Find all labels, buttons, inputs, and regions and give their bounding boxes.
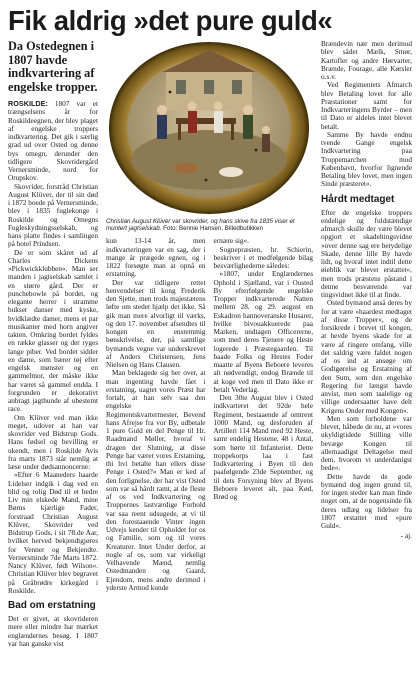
dateline-kicker: ROSKILDE: xyxy=(8,99,48,108)
photo-credit: Foto: Bennie Hansen, Billedbutikken xyxy=(163,225,263,233)
paragraph: Skovrider, forstråd Christian August Klüver, der til sin død i 1872 boede på Vernersminde, blev i 1835 fuglekonge i Roskilde og Omegns Fugleskydningsselskab, og hans platte findes i samlingen på hotel Prindsen. xyxy=(8,182,99,249)
article-lede: Da Ostedegnen i 1807 havde indkvartering af engelske tropper. xyxy=(8,39,98,94)
paragraph: ROSKILDE: 1807 var et trængselsens år for Roskildeegnen, der blev plaget af engelske troppers indkvartering. Det gik i særlig grad ud over Osted og denne bys omegn, derunder den tidligere Skovridergård Vernersminde, nord for Orupskov. xyxy=(8,99,99,183)
bird-target-photo xyxy=(106,40,313,216)
paragraph: »1807, under Englændernes Ophold i Sjælland, var i Ousted By efterfølgende engelske Tropper indkvarterede Natten mellem 28. og 29. august en Eskadron hannoveranske Husarer, hvilke bivouakkuerede paa Marken, undtagen Officererne, som med deres Tjenere og Heste logerede i Præstegaarden. Til baade Folks og Hestes Foder maatte af Byens Beboere leveres alt nødvendigt, endog Brænde til at koge ved men til Dato ikke er betalt Vederlag. xyxy=(213,270,314,394)
paragraph: Men som forholdene var blevet, håbede de nu, at »vores ukyldigtidede Stilling ville bevæge Kongen til allernaadigst Deltagelse med dem, hvorom vi underdanigst bede«. xyxy=(321,414,412,473)
paragraph: Dette havde de gode bymænd dog ingen grund til, for ingen steder kan man finde noget om, at de nogensinde fik deres udlæg og lidelser fra 1807 erstattet med »pure Guld«. xyxy=(321,472,412,530)
paragraph: Ved Regimentets Afmarch blev Betaling lovet for alle Præstationer samt for Indkvarteringens Byrder – men til Dato er aldeles intet blevet betalt. xyxy=(321,81,412,131)
paragraph: Osted bymænd anså deres by for at være »haardest medtaget af disse Tropper«, og de forsikrede i brevet til kongen, at hevde byens skade for at være af ringere omfang, ville det saldrig være faldet nogen af os ind at ansøge om Godtgørelse og Erstatning af den Sum, som den engelske Regering for længst havde anvist, men som taalelige og villige undersaatter have delt Krigens Onder med Kongen«. xyxy=(321,299,412,415)
column-middle-1 xyxy=(106,237,206,592)
paragraph: Efter de engelske troppers endelige og fuldstændige afmarch skulle der være blevet opgjort et skadeltingsvidne »over denne sag ere betydelige Skade, denne lille By havde lidt, og hvoraf intet indtil dette øieblik var blevet erstattet«, men trods præstens påstand i denne besværende var tingsvidnet ikke til at finde. xyxy=(321,208,412,299)
paragraph: Brændevin nær men derimod blev sådet Mælk, Smør, Kartofler og andre Hørvarter, Brænde, Fourage, alle Kørsler o.s.v. xyxy=(321,40,412,81)
column-left-text xyxy=(8,100,98,595)
column-middle-2 xyxy=(214,237,314,592)
article-headline: Fik aldrig »det pure guld« xyxy=(8,5,333,36)
paragraph: De er som skåret ud af Charles Dickens »Pickwickklubben«. Man ser manden i jagtselskab samlet i en større gård. Der er punchebowle på bordet, og elegante herrer i stramme bukser danser med kyske, hvidklædte damer, mens et par musikanter med horn angiver takten. Omkring bordet fyldes en række glasser og der ryges lange piber. Ved bordet sidder en dame, som bærer tøj efter engelsk mønster og en gammelmor, der måske ikke har været så gammel endda. I forgrunden er dekorativt anbragt jagthunde af ubestemt race. xyxy=(8,248,99,414)
paragraph: Man beklagede sig her over, at man ingenting havde fået i erstatning, uagtet vores Præst har fortalt, at han selv saa den engelske Regimentskvartermester, Bevend hans Afrejse fra vor By, udbetale 1 pure Guld en del Penge til Hr. Raadmand Møller, hvoraf vi dragen der Slutning, at disse Penge har været vores Erstatning, thi hvi betalte han ellers disse Penge i Osted?« Man er ked af den forlignelse, der har vist Osted som var så hårdt ramt, at de fleste af os ved Indkvartering og Troppernes lastværdige Forhold var saa reent udsugede, at vi til den forestaaende Vinter ingen Udvejs kender til Opholdet for os og Familie, som og til vores Kreaturer. Intet Under derfor, at nogle af os, som var virkeligt Velhavende Mænd, nemlig Ostedmanden og Gaard, Ejendom, mens andre derimod i yderste Armod kunde xyxy=(106,369,206,592)
column-middle xyxy=(106,40,313,592)
article-columns xyxy=(8,40,412,648)
paragraph: Den 30te August blev i Osted indkvarteret det 92de hele Regiment, bestaaende af omtrent 1000 Mand, og desforuden af Artilleri 114 Mand med 92 Heste, samt endelig Hestene, 48 i Antal, som hørte til Infanteriet. Dette troppekorps laa i fast Indkvartering i Byen til den paafølgende 23de September, og til dets Forsyning blev af Byens Beboere leveret alt, paa Kød, Brød og xyxy=(213,394,314,502)
paragraph: ernære sig«. xyxy=(213,237,249,246)
paragraph: Der var tidligere rettet henvendelser til kong Frederik den Sjette, men trods majestætens løfte om stedet hjælp det ikke. Så gik man mere alvorligt til værks, og den 17. november afsendtes til kongen en enstemmig bønskrivelse, der, på samtlige bymænds vegne var underskrevet af Anders Christensen, Jens Nielsen og Hans Clausen. xyxy=(106,278,206,370)
author-signature: - aj. xyxy=(400,532,412,541)
paragraph: Samme By havde endnu tvende Gange engelsk Indkvartering paa Troppemarchen mod København, hvorfor lignende Betaling blev lovet, men ingen Sinde præsteret«. xyxy=(321,130,412,189)
column-left xyxy=(8,40,98,648)
paragraph: kun 13-14 år, men indkvarteringen var en sag, der i mange år prægede egnen, og i 1822 forsøgte man at opnå en erstatning. xyxy=(106,237,206,279)
subhead-haardt-medtaget: Hårdt medtaget xyxy=(321,193,395,205)
paragraph: »Efter 6 Maaneders haarde Lidelser indgik i dag ved en blid og rolig Død til et bedre Liv min elskede Mand, mine Børns kjærlige Fader, forstraad Christian August Klüver, Skovrider ved Bidstrup Gods, i sit 78.de Aar, hvilket herved bekjendtgjøres for Venner og Bekjendte. Vernersminde 7de Marts 1872. Nancy Klüver, født Wilson«. Christian Klüver blev begravet på Gråbrødre kirkegård i Roskilde. xyxy=(8,471,99,595)
column-right xyxy=(321,40,412,540)
subhead-bad-om-erstatning: Bad om erstatning xyxy=(8,600,96,611)
paragraph: Om Klüver ved man ikke meget, udover at han var skovrider ved Bidstrup Gods. Hans fødsel og bevilling er ukendt, men i Roskilde Avis fra marts 1873 står nemlig at læse under dødsannoncerne: xyxy=(8,413,99,471)
middle-text-columns xyxy=(106,237,313,592)
painted-target-image xyxy=(106,40,313,216)
paragraph: Sognepræsten, hr. Schierin, beskriver i et medfølgende bilag besværlighederne således: xyxy=(213,245,314,271)
paragraph: Det er givet, at skovrideren mere eller mindre har mærket englændernes besøg. I 1807 var han ganske vist xyxy=(8,615,99,648)
photo-caption: Christian August Klüver var skovrider, og hans skive fra 1835 viser et muntert jagtselskab. Foto: Bennie Hansen, Billedbutikken xyxy=(106,218,295,233)
